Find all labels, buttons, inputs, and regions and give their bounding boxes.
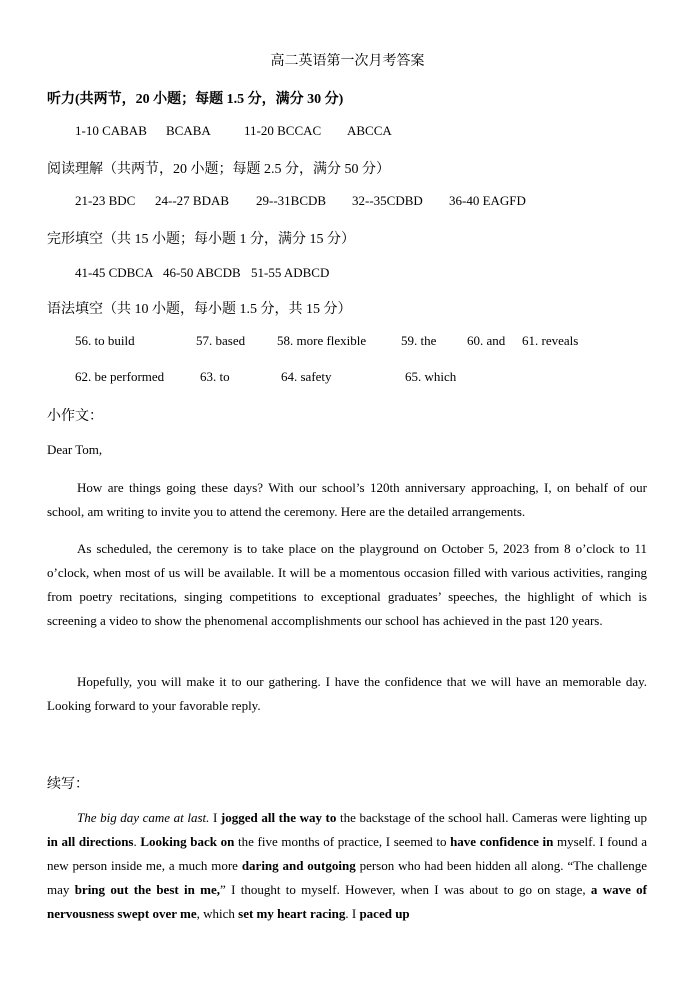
highlighted-phrase: paced up — [359, 906, 410, 921]
answer-group: BCABA — [166, 123, 211, 138]
answer-group: 51-55 ADBCD — [251, 265, 330, 280]
text-segment: person who had been hidden all along. “The challenge may — [47, 858, 648, 897]
reading-heading: 阅读理解（共两节，20 小题；每题 2.5 分，满分 50 分） — [47, 162, 390, 177]
answer-group: 46-50 ABCDB — [163, 265, 241, 280]
grammar-answer: 65. which — [405, 369, 457, 384]
essay-greeting: Dear Tom, — [47, 442, 103, 457]
cloze-answers — [75, 265, 635, 283]
grammar-answer: 63. to — [200, 369, 230, 384]
text-segment: , which — [196, 906, 239, 921]
answer-group: 11-20 BCCAC — [244, 123, 322, 138]
answer-group: 29--31BCDB — [256, 193, 327, 208]
essay-paragraph-1: How are things going these days? With our school’s 120th anniversary approaching, I, on behalf of our school, am writing to invite you to attend the ceremony. Here are the detailed arrangements. — [47, 480, 647, 519]
highlighted-phrase: a wave of nervousness swept over me — [47, 882, 647, 921]
highlighted-phrase: set my heart racing — [238, 906, 346, 921]
text-segment: the backstage of the school hall. Cameras were lighting up — [336, 810, 647, 825]
grammar-answer: 61. reveals — [522, 333, 579, 348]
text-segment: the five months of practice, I seemed to — [234, 834, 451, 849]
grammar-answer: 62. be performed — [75, 369, 165, 384]
listening-answers — [75, 123, 635, 141]
essay-paragraph-3: Hopefully, you will make it to our gathering. I have the confidence that we will have an memorable day. Looking forward to your favorable reply. — [47, 674, 647, 713]
answer-group: ABCCA — [347, 123, 392, 138]
text-segment: I — [209, 810, 221, 825]
text-segment: myself. I found a new person inside me, a much more — [47, 834, 648, 873]
grammar-answer: 56. to build — [75, 333, 135, 348]
grammar-answer: 64. safety — [281, 369, 332, 384]
highlighted-phrase: jogged all the way to — [220, 810, 337, 825]
highlighted-phrase: in all directions — [47, 834, 134, 849]
grammar-answers-row-1 — [75, 333, 635, 351]
highlighted-phrase: have confidence in — [450, 834, 554, 849]
listening-heading: 听力(共两节，20 小题；每题 1.5 分，满分 30 分) — [47, 92, 344, 107]
page-title: 高二英语第一次月考答案 — [270, 54, 425, 69]
cloze-heading: 完形填空（共 15 小题；每小题 1 分，满分 15 分） — [47, 232, 355, 247]
answer-group: 1-10 CABAB — [75, 123, 147, 138]
grammar-answer: 59. the — [401, 333, 437, 348]
highlighted-phrase: bring out the best in me, — [74, 882, 221, 897]
continuation-heading: 续写： — [47, 777, 89, 792]
text-segment: . — [133, 834, 141, 849]
answer-group: 36-40 EAGFD — [449, 193, 526, 208]
continuation-paragraph — [47, 806, 647, 926]
highlighted-phrase: Looking back on — [140, 834, 235, 849]
opening-sentence: The big day came at last. — [77, 810, 210, 825]
essay-paragraph-2: As scheduled, the ceremony is to take place on the playground on October 5, 2023 from 8 o’clock to 11 o’clock, when most of us will be available. It will be a momentous occasion filled with various activities, ranging from poetry recitations, singing competitions to exceptional graduates’ speeches, the highlight of which is screening a video to show the phenomenal accomplishments our school has achieved in the past 120 years. — [47, 541, 647, 628]
answer-group: 41-45 CDBCA — [75, 265, 154, 280]
text-segment: . I — [345, 906, 360, 921]
text-segment: ” I thought to myself. However, when I was about to go on stage, — [220, 882, 591, 897]
answer-group: 24--27 BDAB — [155, 193, 230, 208]
grammar-answer: 58. more flexible — [277, 333, 367, 348]
essay-heading: 小作文： — [47, 409, 103, 424]
grammar-answer: 57. based — [196, 333, 246, 348]
answer-group: 21-23 BDC — [75, 193, 136, 208]
grammar-answers-row-2 — [75, 369, 635, 387]
grammar-answer: 60. and — [467, 333, 506, 348]
highlighted-phrase: daring and outgoing — [241, 858, 356, 873]
answer-group: 32--35CDBD — [352, 193, 423, 208]
reading-answers — [75, 193, 635, 211]
grammar-heading: 语法填空（共 10 小题，每小题 1.5 分，共 15 分） — [47, 302, 352, 317]
